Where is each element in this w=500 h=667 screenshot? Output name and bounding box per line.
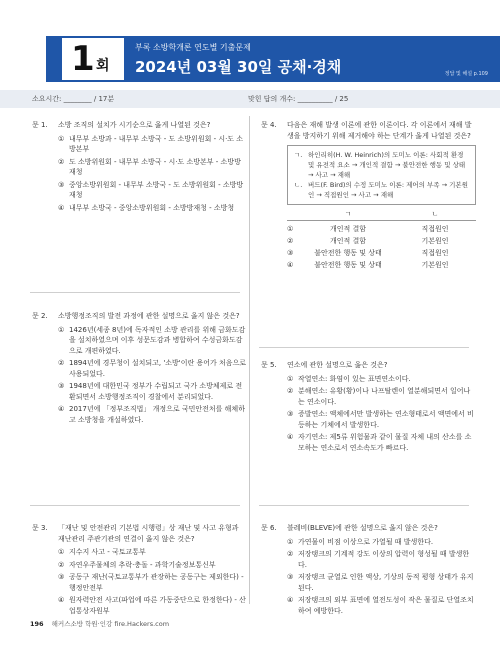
answer-option[interactable]: ③ 공동구 재난(국토교통부가 관장하는 공동구는 제외한다) - 행정안전부 bbox=[58, 573, 244, 592]
answer-option[interactable]: ③ 증발연소: 액체에서만 발생하는 연소형태로서 액면에서 비등하는 기체에서 발생한다. bbox=[287, 410, 474, 429]
time-spent-label: 소요시간: ________ / 17분 bbox=[32, 95, 115, 103]
row-divider bbox=[259, 347, 469, 348]
question-3 bbox=[32, 523, 247, 618]
answer-option[interactable]: ① 지수지 사고 - 국토교통부 bbox=[58, 548, 146, 556]
answer-option[interactable]: ④ 원자력안전 사고(파업에 따른 가동중단으로 한정한다) - 산업통상자원부 bbox=[58, 596, 246, 615]
question-number: 문 5. bbox=[261, 361, 277, 369]
publisher-text: 해커스소방 학원·인강 fire.Hackers.com bbox=[51, 620, 170, 628]
question-2 bbox=[32, 311, 247, 427]
question-5 bbox=[261, 360, 476, 455]
column-divider bbox=[249, 116, 250, 604]
answer-option[interactable]: ① 가연물이 비점 이상으로 가열될 때 발생한다. bbox=[287, 537, 434, 546]
question-6 bbox=[261, 523, 476, 618]
answer-option[interactable]: ④ 내무부 소방국 - 중앙소방위원회 - 소방방재청 - 소방청 bbox=[58, 203, 235, 212]
question-number: 문 1. bbox=[32, 121, 48, 129]
answer-option[interactable]: ③ 중앙소방위원회 - 내무부 소방국 - 도 소방위원회 - 소방방재청 bbox=[58, 180, 244, 199]
answer-option[interactable]: ① 내무부 소방과 - 내무부 소방국 - 도 소방위원회 - 시·도 소방본부 bbox=[58, 134, 244, 153]
given-item: ㄴ. 버드(F. Bird)의 수정 도미노 이론: 제어의 부족 → 기본원인 → 직접원인 → 사고 → 재해 bbox=[294, 181, 468, 199]
answer-option[interactable]: ④ 저장탱크의 외부 표면에 열전도성이 작은 물질로 단열조치하여 예방한다. bbox=[287, 596, 474, 615]
answer-option[interactable]: ③ 불안전한 행동 및 상태 직접원인 bbox=[287, 248, 449, 257]
answer-table-header: ㄱ ㄴ bbox=[287, 209, 476, 221]
given-item: ㄱ. 하인리히(H. W. Heinrich)의 도미노 이론: 사회적 환경 및 유전적 요소 → 개인적 결함 → 불안전한 행동 및 상태 → 사고 → 재해 bbox=[294, 151, 466, 179]
row-divider bbox=[30, 292, 240, 293]
question-number: 문 4. bbox=[261, 121, 277, 129]
page-title: 2024년 03월 30일 공채·경채 bbox=[135, 58, 342, 76]
answer-option[interactable]: ② 1894년에 경무청이 설치되고, '소방'이란 용어가 처음으로 사용되었다. bbox=[58, 359, 247, 378]
answer-option[interactable]: ② 분해연소: 유황(황)이나 나프탈렌이 열분해되면서 일어나는 연소이다. bbox=[287, 387, 471, 406]
score-bar bbox=[0, 90, 500, 108]
answer-option[interactable]: ④ 자기연소: 제5류 위험물과 같이 물질 자체 내의 산소를 소모하는 연소로서 연소속도가 빠르다. bbox=[287, 433, 472, 452]
answer-table bbox=[287, 209, 476, 271]
answer-option[interactable]: ③ 1948년에 대한민국 정부가 수립되고 국가 소방체제로 전환되면서 소방행정조직이 경찰에서 분리되었다. bbox=[58, 382, 243, 401]
question-number: 문 3. bbox=[32, 524, 48, 532]
answer-option[interactable]: ② 도 소방위원회 - 내무부 소방국 - 시·도 소방본부 - 소방방재청 bbox=[58, 157, 241, 176]
question-number: 문 6. bbox=[261, 524, 277, 532]
answer-reference: 정답 및 해설 p.109 bbox=[444, 71, 488, 77]
question-stem: 소방 조직의 설치가 시기순으로 옳게 나열된 것은? bbox=[58, 121, 211, 129]
question-4 bbox=[261, 120, 476, 271]
question-1 bbox=[32, 120, 247, 215]
header-accent bbox=[46, 36, 58, 82]
answer-option[interactable]: ③ 저장탱크 균열로 인한 액상, 기상의 동적 평형 상태가 유지된다. bbox=[287, 573, 474, 592]
given-box bbox=[287, 145, 476, 205]
header-subtitle: 부록 소방학개론 연도별 기출문제 bbox=[135, 43, 251, 52]
question-stem: 연소에 관한 설명으로 옳은 것은? bbox=[287, 361, 388, 369]
round-number: 1 bbox=[71, 39, 95, 79]
question-stem: 소방행정조직의 발전 과정에 관한 설명으로 옳지 않은 것은? bbox=[58, 312, 240, 320]
page-number: 196 bbox=[30, 620, 44, 628]
question-stem: 다음은 재해 발생 이론에 관한 이론이다. 각 이론에서 재해 발생을 방지하기 위해 제거해야 하는 단계가 옳게 나열된 것은? bbox=[287, 121, 472, 140]
answer-option[interactable]: ① 개인적 결함 직접원인 bbox=[287, 224, 449, 233]
answer-option[interactable]: ④ 불안전한 행동 및 상태 기본원인 bbox=[287, 260, 449, 269]
answer-option[interactable]: ② 개인적 결함 기본원인 bbox=[287, 236, 449, 245]
answer-option[interactable]: ① 1426년(세종 8년)에 독자적인 소방 관리를 위해 금화도감을 설치하였으며 이후 성문도감과 병합하여 수성금화도감으로 개편하였다. bbox=[58, 325, 246, 355]
row-divider bbox=[259, 505, 469, 506]
answer-option[interactable]: ① 작열연소: 화염이 있는 표면연소이다. bbox=[287, 374, 411, 383]
round-suffix: 회 bbox=[96, 58, 110, 74]
page-footer bbox=[30, 619, 169, 628]
question-number: 문 2. bbox=[32, 312, 48, 320]
answer-option[interactable]: ④ 2017년에 「정부조직법」 개정으로 국민안전처를 해체하고 소방청을 개설하였다. bbox=[58, 405, 245, 424]
question-stem: 블레비(BLEVE)에 관한 설명으로 옳지 않은 것은? bbox=[287, 524, 438, 532]
answer-option[interactable]: ② 자연우주물체의 추락·충돌 - 과학기술정보통신부 bbox=[58, 560, 216, 569]
question-stem: 「재난 및 안전관리 기본법 시행령」상 재난 및 사고 유형과 재난관리 주관기관의 연결이 옳지 않은 것은? bbox=[58, 524, 239, 543]
row-divider bbox=[30, 505, 240, 506]
correct-count-label: 맞힌 답의 개수: __________ / 25 bbox=[248, 95, 349, 103]
answer-option[interactable]: ② 저장탱크의 기계적 강도 이상의 압력이 형성될 때 발생한다. bbox=[287, 550, 470, 569]
